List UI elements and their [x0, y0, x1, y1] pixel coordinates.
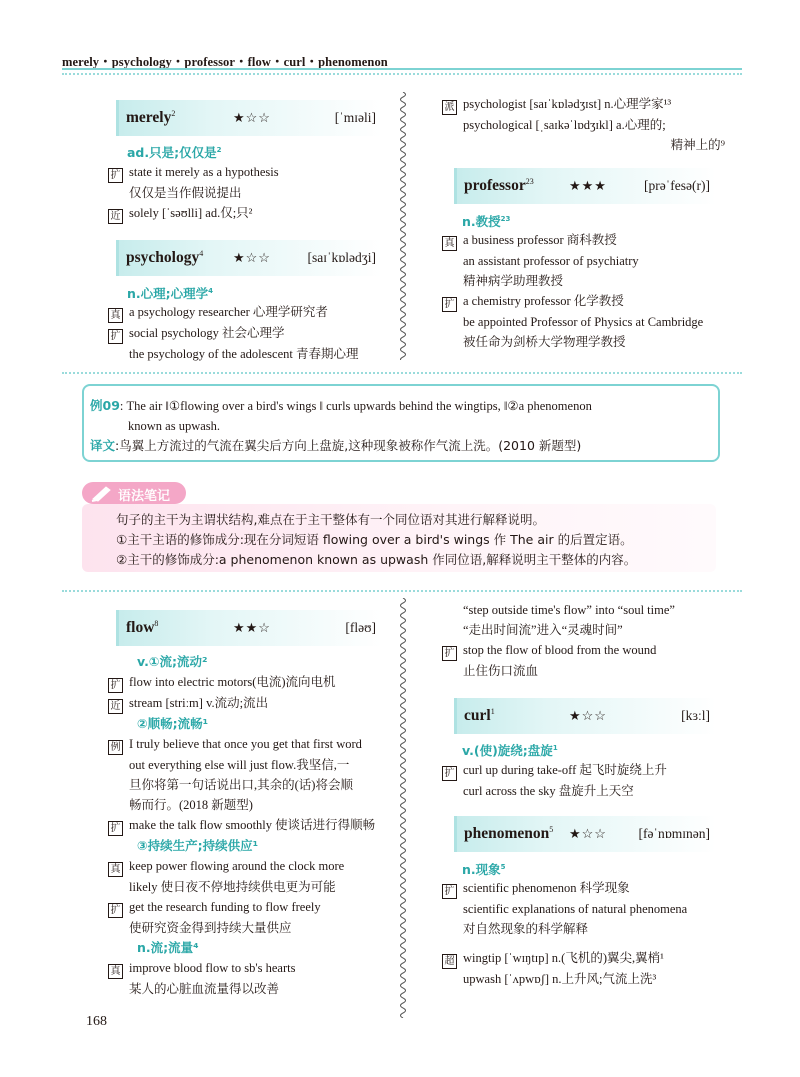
page-header-title: merely・psychology・professor・flow・curl・phenomenon [62, 55, 388, 69]
line-text: 使研究资金得到持续大量供应 [129, 921, 292, 935]
line-text: 旦你将第一句话说出口,其余的(话)将会顺 [129, 778, 353, 792]
label-tag-icon: 近 [108, 209, 123, 224]
entry-line [108, 755, 375, 775]
part-of-speech: v.①流;流动² [137, 654, 208, 669]
entry-professor [454, 168, 716, 204]
entry-lines [442, 230, 703, 352]
star-rating: ★☆☆ [569, 826, 607, 841]
line-text: solely [ˈsəʊlli] ad.仅;只² [129, 206, 253, 220]
example-translation: 译文:鸟翼上方流过的气流在翼尖后方向上盘旋,这种现象被称作气流上洗。(2010 新题型) [90, 438, 582, 453]
entry-line [442, 899, 687, 919]
line-text: out everything else will just flow.我坚信,一 [129, 758, 350, 772]
grammar-line: ①主干主语的修饰成分:现在分词短语 flowing over a bird's wings 作 The air 的后置定语。 [116, 532, 633, 547]
example-sentence-line2: known as upwash. [128, 419, 221, 433]
entry-line [442, 312, 703, 332]
star-rating: ★★☆ [233, 620, 271, 635]
line-text: upwash [ˈʌpwɒʃ] n.上升风;气流上洗³ [463, 972, 657, 986]
line-text: 畅而行。(2018 新题型) [129, 798, 253, 812]
grammar-line: ②主干的修饰成分:a phenomenon known as upwash 作同位语,解释说明主干整体的内容。 [116, 552, 637, 567]
star-rating: ★☆☆ [569, 708, 607, 723]
line-text: wingtip [ˈwɪŋtɪp] n.(飞机的)翼尖,翼梢¹ [463, 951, 664, 965]
entry-line [108, 938, 375, 958]
entry-line [108, 836, 375, 856]
label-tag-icon: 扩 [442, 884, 457, 899]
pen-icon [90, 484, 114, 507]
example-label: 例09 [90, 398, 120, 413]
entry-line [108, 897, 375, 918]
grammar-notes-text [116, 510, 636, 570]
entry-flow [116, 610, 382, 646]
entry-line [108, 162, 279, 183]
entry-line [442, 600, 675, 620]
entry-line [108, 302, 358, 323]
entry-line [442, 878, 687, 899]
line-text: get the research funding to flow freely [129, 900, 321, 914]
part-of-speech: n.流;流量⁴ [137, 940, 199, 955]
word-header [454, 168, 716, 204]
section-rule [62, 590, 742, 592]
label-tag-icon: 扩 [108, 678, 123, 693]
entry-line [108, 203, 279, 224]
entry-line [108, 815, 375, 836]
entry-line [442, 115, 725, 135]
line-text: a psychology researcher 心理学研究者 [129, 305, 328, 319]
translation-text: 鸟翼上方流过的气流在翼尖后方向上盘旋,这种现象被称作气流上洗。(2010 新题型) [119, 438, 582, 453]
extra-words [442, 948, 664, 989]
line-text: “step outside time's flow” into “soul time” [463, 603, 675, 617]
header-dotted-rule [62, 73, 742, 75]
example-sentence: The air ‖①flowing over a bird's wings ‖ curls upwards behind the wingtips, ‖②a phenomenon [126, 399, 592, 413]
line-text: psychologist [saɪˈkɒlədʒɪst] n.心理学家¹³ [463, 97, 672, 111]
word-header [454, 816, 716, 852]
label-tag-icon: 扩 [108, 903, 123, 918]
entry-line [108, 693, 375, 714]
part-of-speech: ②顺畅;流畅¹ [137, 716, 209, 731]
entry-psychology [116, 240, 382, 276]
entry-line [108, 877, 375, 897]
line-text: state it merely as a hypothesis [129, 165, 279, 179]
entry-line [442, 332, 703, 352]
entry-lines [442, 600, 675, 681]
entry-lines [108, 302, 358, 364]
line-text: curl across the sky 盘旋升上天空 [463, 784, 634, 798]
line-text: make the talk flow smoothly 使谈话进行得顺畅 [129, 818, 376, 832]
label-tag-icon: 扩 [108, 821, 123, 836]
entry-merely [116, 100, 382, 136]
word-header [116, 240, 382, 276]
grammar-line: 句子的主干为主谓状结构,难点在于主干整体有一个同位语对其进行解释说明。 [116, 512, 545, 527]
line-text: scientific explanations of natural phenomena [463, 902, 688, 916]
entry-line [442, 251, 703, 271]
star-rating: ★☆☆ [233, 110, 271, 125]
line-text: 对自然现象的科学解释 [463, 922, 589, 936]
entry-line [442, 291, 703, 312]
entry-line [442, 135, 725, 155]
phonetic: [fləʊ] [345, 620, 376, 635]
entry-line [108, 775, 375, 795]
label-tag-icon: 例 [108, 740, 123, 755]
grammar-notes-title: 语法笔记 [118, 489, 171, 504]
entry-line [108, 958, 375, 979]
line-text: curl up during take-off 起飞时旋绕上升 [463, 763, 667, 777]
entry-phenomenon [454, 816, 716, 852]
derived-words [442, 94, 725, 155]
entry-line [108, 979, 375, 999]
headword: phenomenon$^5$ [464, 824, 554, 843]
entry-line [442, 661, 675, 681]
part-of-speech: n.教授$^{23}$ [462, 214, 511, 229]
line-text: stop the flow of blood from the wound [463, 643, 657, 657]
section-rule [62, 372, 742, 374]
part-of-speech: n.现象$^5$ [462, 862, 506, 877]
headword: flow$^8$ [126, 618, 159, 637]
entry-line [442, 230, 703, 251]
entry-line [442, 948, 664, 969]
label-tag-icon: 真 [108, 308, 123, 323]
column-divider [396, 598, 410, 1018]
label-tag-icon: 扩 [442, 646, 457, 661]
line-text: a chemistry professor 化学教授 [463, 294, 624, 308]
line-text: 止住伤口流血 [463, 664, 539, 678]
label-tag-icon: 真 [108, 862, 123, 877]
entry-line [108, 652, 375, 672]
entry-line [442, 271, 703, 291]
label-tag-icon: 扩 [442, 766, 457, 781]
line-text: social psychology 社会心理学 [129, 326, 285, 340]
column-divider [396, 92, 410, 360]
label-tag-icon: 超 [442, 954, 457, 969]
line-text: “走出时间流”进入“灵魂时间” [463, 623, 623, 637]
line-text: keep power flowing around the clock more [129, 859, 345, 873]
phonetic: [ˈmɪəli] [334, 110, 376, 125]
part-of-speech: n.心理;心理学$^4$ [127, 286, 214, 301]
headword: professor$^{23}$ [464, 176, 534, 195]
entry-line [442, 760, 667, 781]
header-rule [62, 68, 742, 70]
line-text: psychological [ˌsaɪkəˈlɒdʒɪkl] a.心理的; [463, 118, 666, 132]
star-rating: ★☆☆ [233, 250, 271, 265]
part-of-speech: v.(使)旋绕;盘旋$^1$ [462, 743, 558, 758]
part-of-speech: ③持续生产;持续供应¹ [137, 838, 259, 853]
word-header [116, 610, 382, 646]
line-text: 精神上的⁹ [670, 138, 725, 152]
entry-line [442, 919, 687, 939]
star-rating: ★★★ [569, 178, 607, 193]
headword: merely$^2$ [126, 108, 176, 127]
line-text: improve blood flow to sb's hearts [129, 961, 296, 975]
word-header [454, 698, 716, 734]
page-number: 168 [86, 1014, 107, 1029]
entry-lines [108, 652, 375, 999]
headword: psychology$^4$ [126, 248, 204, 267]
line-text: a business professor 商科教授 [463, 233, 617, 247]
entry-line [442, 969, 664, 989]
label-tag-icon: 真 [442, 236, 457, 251]
translation-label: 译文 [90, 438, 116, 453]
entry-line [108, 323, 358, 344]
line-text: be appointed Professor of Physics at Cambridge [463, 315, 704, 329]
phonetic: [kɜːl] [681, 708, 710, 723]
line-text: scientific phenomenon 科学现象 [463, 881, 630, 895]
part-of-speech: ad.只是;仅仅是$^2$ [127, 145, 222, 160]
entry-lines [442, 878, 687, 939]
headword: curl$^1$ [464, 706, 495, 725]
label-tag-icon: 扩 [108, 329, 123, 344]
line-text: the psychology of the adolescent 青春期心理 [129, 347, 359, 361]
phonetic: [saɪˈkɒlədʒi] [307, 250, 376, 265]
word-header [116, 100, 382, 136]
line-text: 精神病学助理教授 [463, 274, 564, 288]
label-tag-icon: 派 [442, 100, 457, 115]
phonetic: [prəˈfesə(r)] [644, 178, 710, 193]
label-tag-icon: 扩 [442, 297, 457, 312]
entry-line [442, 781, 667, 801]
label-tag-icon: 真 [108, 964, 123, 979]
line-text: an assistant professor of psychiatry [463, 254, 639, 268]
line-text: 仅仅是当作假说提出 [129, 186, 242, 200]
line-text: likely 使日夜不停地持续供电更为可能 [129, 880, 336, 894]
entry-line [108, 856, 375, 877]
entry-line [108, 672, 375, 693]
entry-line [108, 344, 358, 364]
label-tag-icon: 扩 [108, 168, 123, 183]
line-text: 某人的心脏血流量得以改善 [129, 982, 280, 996]
line-text: flow into electric motors(电流)流向电机 [129, 675, 336, 689]
entry-lines [108, 162, 279, 224]
line-text: I truly believe that once you get that first word [129, 737, 362, 751]
entry-line [108, 918, 375, 938]
entry-line [442, 640, 675, 661]
line-text: stream [striːm] v.流动;流出 [129, 696, 269, 710]
label-tag-icon: 近 [108, 699, 123, 714]
entry-lines [442, 760, 667, 801]
entry-line [108, 183, 279, 203]
entry-line [108, 714, 375, 734]
entry-line [108, 795, 375, 815]
example-sentence-line1: 例09: The air ‖①flowing over a bird's wings ‖ curls upwards behind the wingtips, ‖②a phenomenon [90, 398, 592, 413]
entry-line [442, 620, 675, 640]
phonetic: [fəˈnɒmɪnən] [638, 826, 710, 841]
entry-line [108, 734, 375, 755]
line-text: 被任命为剑桥大学物理学教授 [463, 335, 626, 349]
entry-line [442, 94, 725, 115]
entry-curl [454, 698, 716, 734]
